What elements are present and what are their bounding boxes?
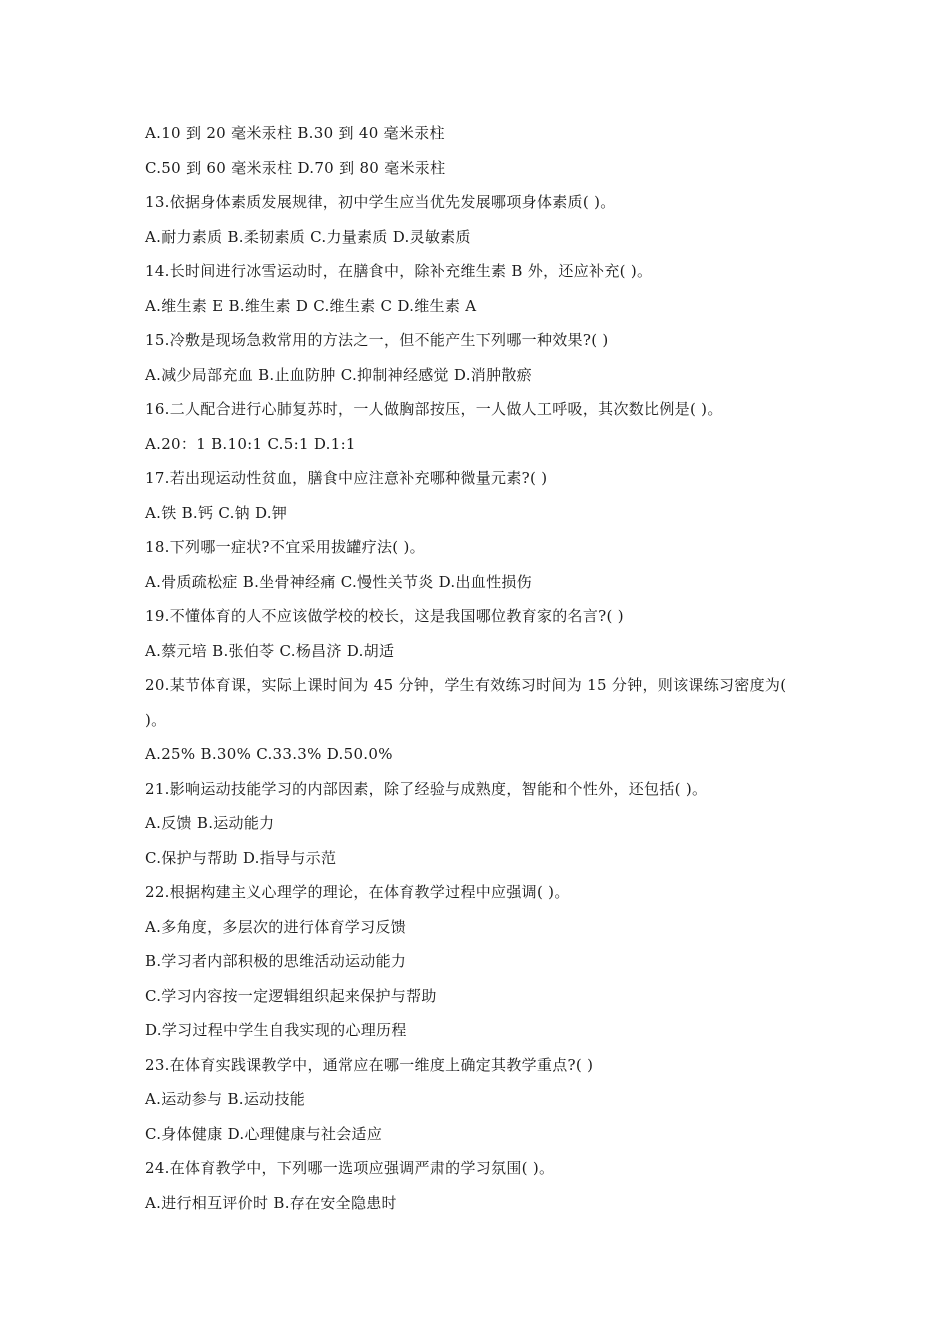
option-q22-c: C.学习内容按一定逻辑组织起来保护与帮助 [145, 986, 437, 1005]
options-q15: A.减少局部充血 B.止血防肿 C.抑制神经感觉 D.消肿散瘀 [145, 365, 532, 384]
question-23: 23.在体育实践课教学中，通常应在哪一维度上确定其教学重点?( ) [145, 1055, 594, 1074]
question-16: 16.二人配合进行心肺复苏时，一人做胸部按压，一人做人工呼吸，其次数比例是( )。 [145, 400, 723, 418]
options-q17: A.铁 B.钙 C.钠 D.钾 [145, 503, 288, 522]
question-13: 13.依据身体素质发展规律，初中学生应当优先发展哪项身体素质( )。 [145, 193, 616, 211]
options-q18: A.骨质疏松症 B.坐骨神经痛 C.慢性关节炎 D.出血性损伤 [145, 572, 532, 591]
question-15: 15.冷敷是现场急救常用的方法之一，但不能产生下列哪一种效果?( ) [145, 331, 609, 349]
options-q20: A.25% B.30% C.33.3% D.50.0% [145, 745, 393, 763]
question-20: 20.某节体育课，实际上课时间为 45 分钟，学生有效练习时间为 15 分钟，则该课练习密度为( [145, 676, 787, 694]
options-q23-cd: C.身体健康 D.心理健康与社会适应 [145, 1124, 383, 1143]
question-18: 18.下列哪一症状?不宜采用拔罐疗法( )。 [145, 538, 425, 556]
options-q16: A.20：1 B.10:1 C.5:1 D.1:1 [145, 434, 356, 453]
option-q22-b: B.学习者内部积极的思维活动运动能力 [145, 952, 407, 970]
options-q21-ab: A.反馈 B.运动能力 [145, 814, 275, 832]
options-q19: A.蔡元培 B.张伯苓 C.杨昌济 D.胡适 [145, 641, 395, 660]
question-21: 21.影响运动技能学习的内部因素，除了经验与成熟度，智能和个性外，还包括( )。 [145, 779, 708, 798]
question-20-continued: )。 [145, 710, 167, 729]
option-line-q12-cd: C.50 到 60 毫米汞柱 D.70 到 80 毫米汞柱 [145, 158, 446, 177]
option-q22-a: A.多角度，多层次的进行体育学习反馈 [145, 917, 407, 936]
option-q22-d: D.学习过程中学生自我实现的心理历程 [145, 1021, 407, 1039]
options-q14: A.维生素 E B.维生素 D C.维生素 C D.维生素 A [145, 296, 477, 315]
question-17: 17.若出现运动性贫血，膳食中应注意补充哪种微量元素?( ) [145, 469, 548, 487]
options-q23-ab: A.运动参与 B.运动技能 [145, 1090, 306, 1108]
question-14: 14.长时间进行冰雪运动时，在膳食中，除补充维生素 B 外，还应补充( )。 [145, 262, 653, 280]
options-q13: A.耐力素质 B.柔韧素质 C.力量素质 D.灵敏素质 [145, 227, 471, 246]
document-page [145, 116, 825, 1220]
options-q24-ab: A.进行相互评价时 B.存在安全隐患时 [145, 1193, 397, 1212]
question-24: 24.在体育教学中，下列哪一选项应强调严肃的学习氛围( )。 [145, 1159, 555, 1177]
question-22: 22.根据构建主义心理学的理论，在体育教学过程中应强调( )。 [145, 883, 570, 901]
option-line-q12-ab: A.10 到 20 毫米汞柱 B.30 到 40 毫米汞柱 [145, 124, 445, 142]
options-q21-cd: C.保护与帮助 D.指导与示范 [145, 848, 337, 867]
question-19: 19.不懂体育的人不应该做学校的校长，这是我国哪位教育家的名言?( ) [145, 607, 624, 625]
